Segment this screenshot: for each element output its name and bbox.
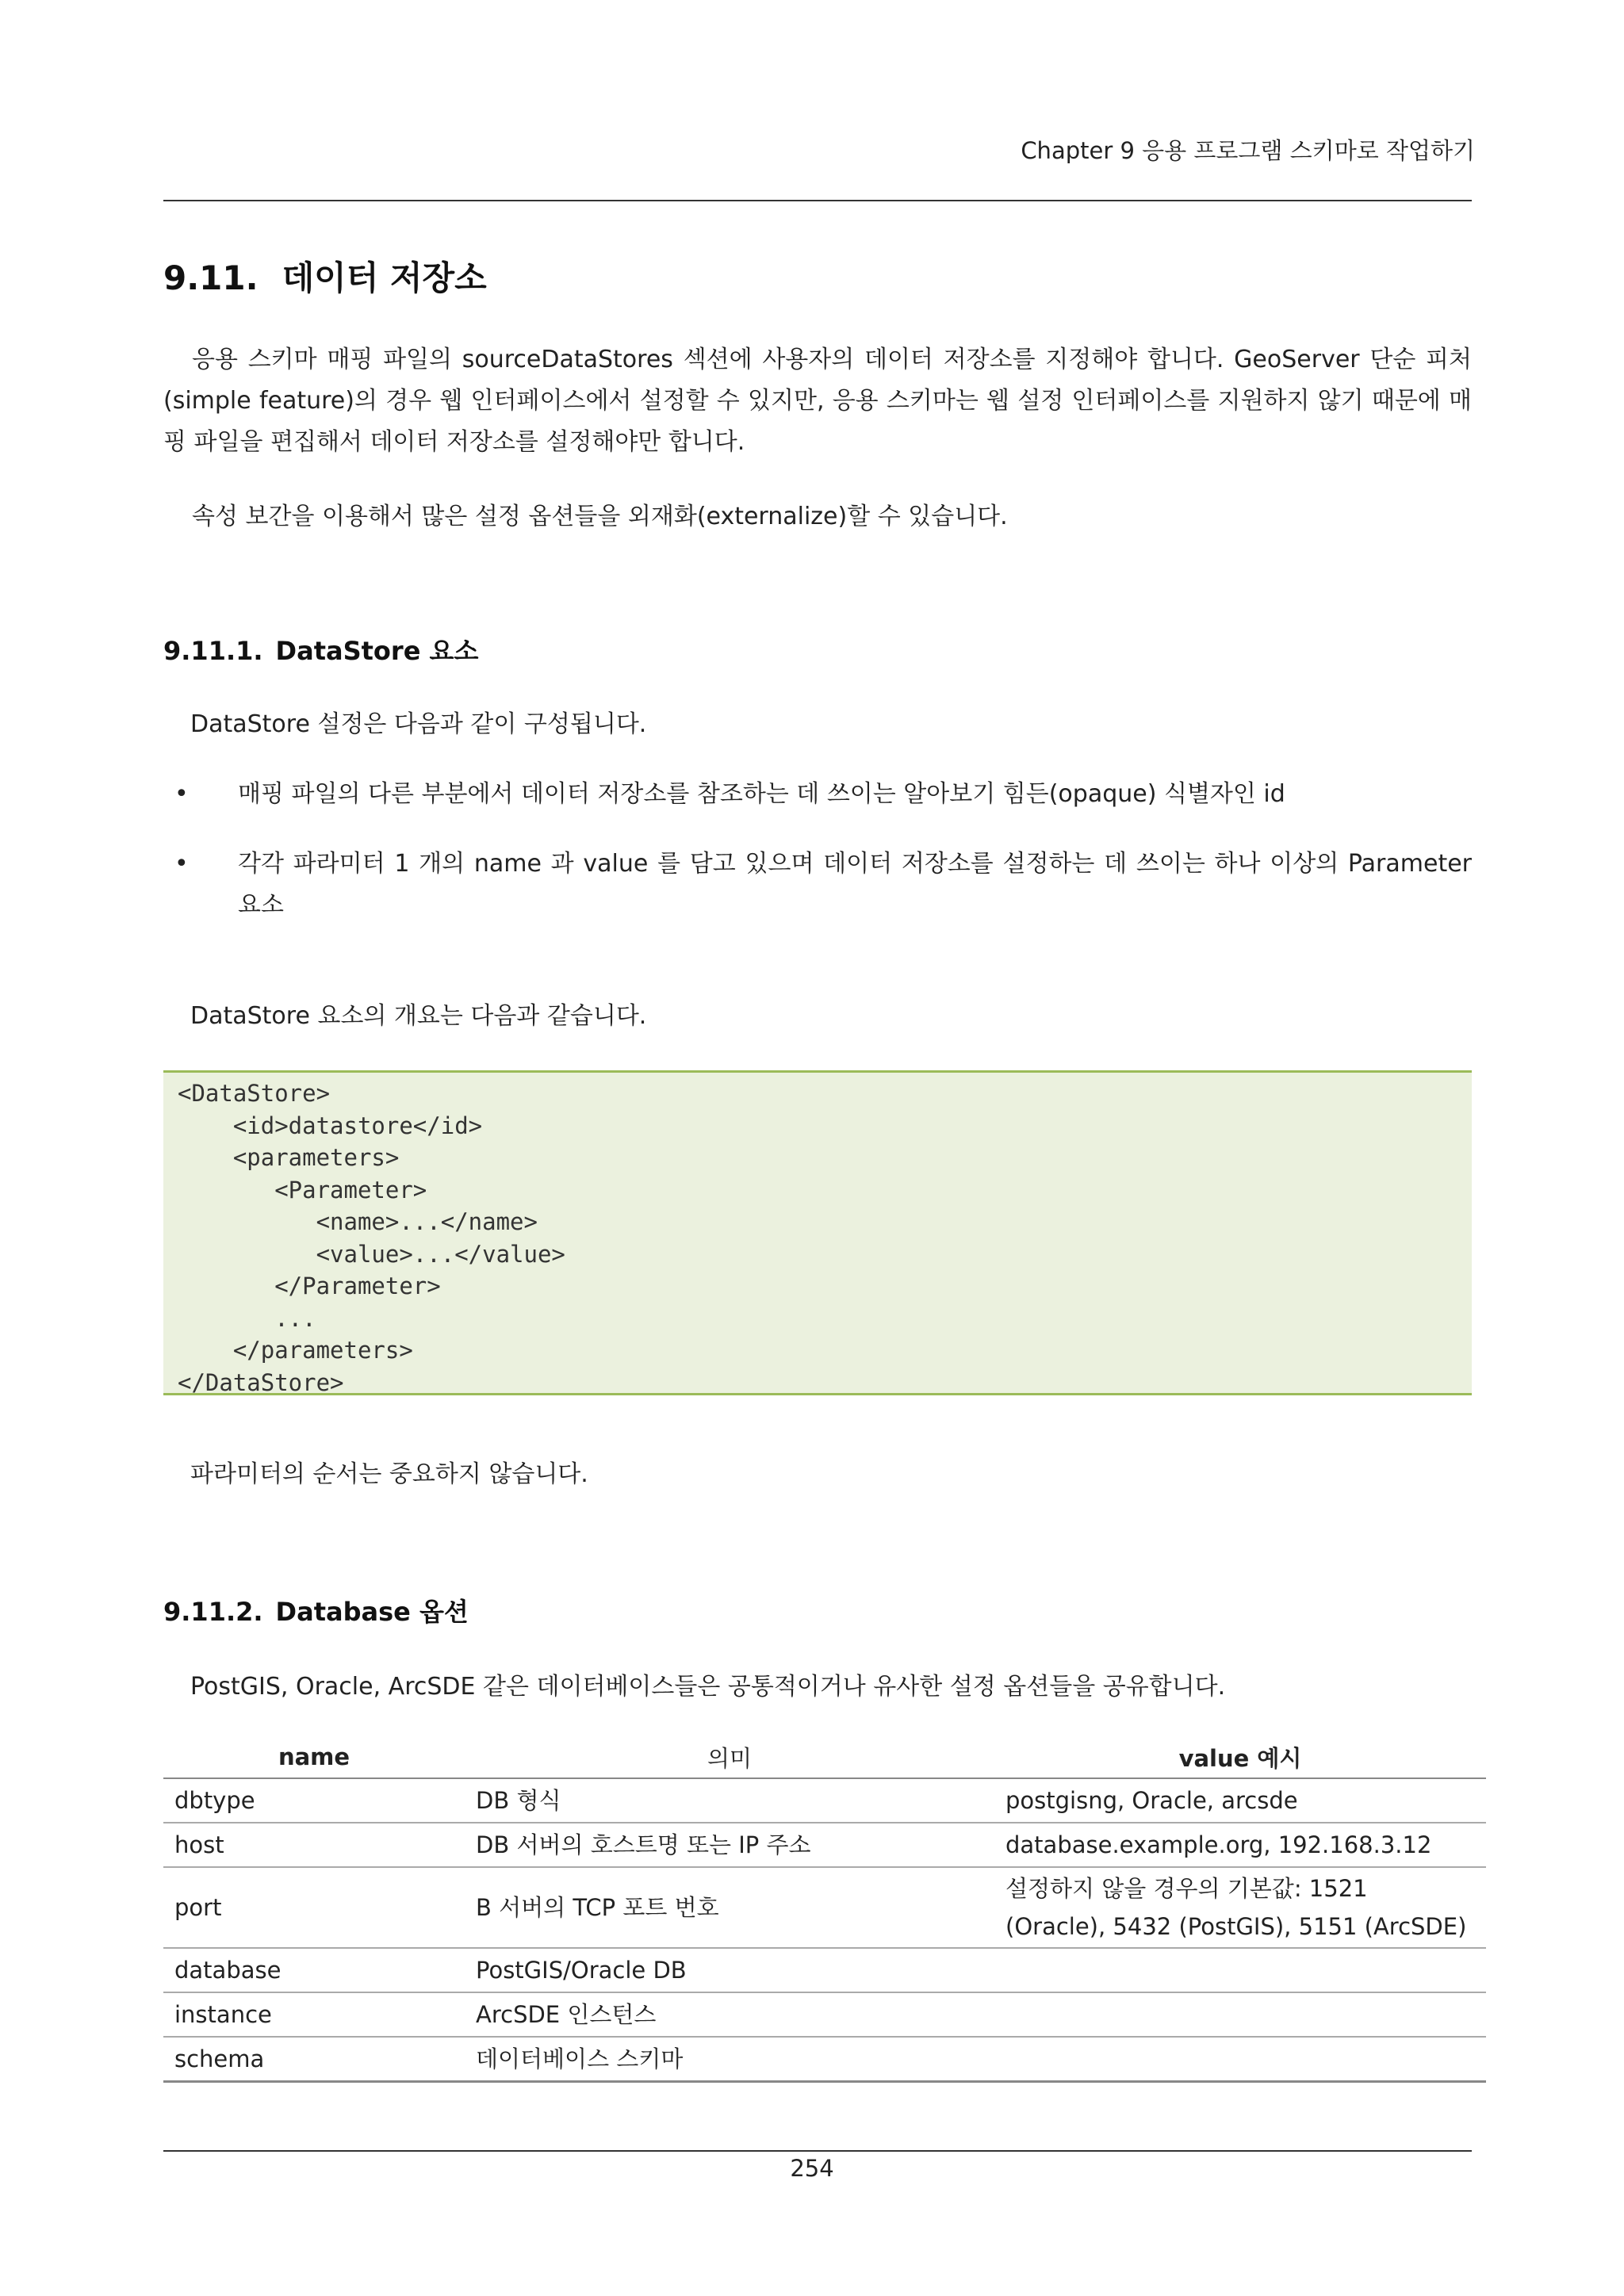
table-cell: port	[163, 1867, 465, 1948]
table-cell: database	[163, 1948, 465, 1992]
table-cell: PostGIS/Oracle DB	[465, 1948, 994, 1992]
column-header-meaning: 의미	[465, 1736, 994, 1778]
table-cell: host	[163, 1823, 465, 1867]
table-cell: postgisng, Oracle, arcsde	[994, 1778, 1486, 1823]
table-cell: 데이터베이스 스키마	[465, 2037, 994, 2082]
intro-paragraph-2: 속성 보간을 이용해서 많은 설정 옵션들을 외재화(externalize)할 수 있습니다.	[192, 503, 1008, 530]
table-cell: dbtype	[163, 1778, 465, 1823]
table-cell	[994, 1948, 1486, 1992]
datastore-bullet-list	[174, 774, 1472, 955]
table-cell: instance	[163, 1992, 465, 2037]
code-text: <DataStore> <id>datastore</id> <parameters> <Parameter> <name>...</name> <value>...</value> </Parameter> ... </parameters> </DataStore>	[178, 1080, 565, 1396]
section-title: 데이터 저장소	[282, 258, 487, 297]
table-row	[163, 1867, 1486, 1948]
section-heading	[163, 252, 487, 300]
subsection-title: DataStore 요소	[275, 636, 479, 666]
table-row	[163, 2037, 1486, 2082]
table-cell	[994, 2037, 1486, 2082]
table-header-row	[163, 1736, 1486, 1778]
column-header-value-example: value 예시	[994, 1736, 1486, 1778]
table-cell: B 서버의 TCP 포트 번호	[465, 1867, 994, 1948]
section-number: 9.11.	[163, 258, 259, 297]
table-cell: database.example.org, 192.168.3.12	[994, 1823, 1486, 1867]
intro-paragraph: 응용 스키마 매핑 파일의 sourceDataStores 섹션에 사용자의 데이터 저장소를 지정해야 합니다. GeoServer 단순 피처(simple feature)의 경우 웹 인터페이스에서 설정할 수 있지만, 응용 스키마는 웹 설정 인터페이스를 지원하지 않기 때문에 매핑 파일을 편집해서 데이터 저장소를 설정해야만 합니다.	[163, 346, 1472, 456]
database-options-table	[163, 1736, 1486, 2083]
datastore-outline-lead: DataStore 요소의 개요는 다음과 같습니다.	[190, 1002, 647, 1030]
footer-rule	[163, 2150, 1472, 2152]
subsection-number: 9.11.2.	[163, 1597, 263, 1627]
list-item: • 매핑 파일의 다른 부분에서 데이터 저장소를 참조하는 데 쓰이는 알아보기 힘든(opaque) 식별자인 id	[238, 774, 1472, 815]
table-cell: ArcSDE 인스턴스	[465, 1992, 994, 2037]
table-row	[163, 1778, 1486, 1823]
table-row	[163, 1823, 1486, 1867]
subsection-heading-database	[163, 1592, 469, 1628]
bullet-icon: •	[174, 780, 189, 808]
subsection-number: 9.11.1.	[163, 636, 263, 666]
subsection-heading-datastore	[163, 631, 478, 668]
table-row	[163, 1948, 1486, 1992]
subsection-title: Database 옵션	[275, 1597, 469, 1627]
table-row	[163, 1992, 1486, 2037]
table-cell: 설정하지 않을 경우의 기본값: 1521 (Oracle), 5432 (PostGIS), 5151 (ArcSDE)	[994, 1867, 1486, 1948]
code-block	[163, 1070, 1472, 1395]
list-item: • 각각 파라미터 1 개의 name 과 value 를 담고 있으며 데이터 저장소를 설정하는 데 쓰이는 하나 이상의 Parameter 요소	[238, 844, 1472, 926]
table-cell	[994, 1992, 1486, 2037]
column-header-name: name	[163, 1736, 465, 1778]
bullet-icon: •	[174, 850, 189, 878]
table-cell: DB 서버의 호스트명 또는 IP 주소	[465, 1823, 994, 1867]
table-cell: schema	[163, 2037, 465, 2082]
database-lead: PostGIS, Oracle, ArcSDE 같은 데이터베이스들은 공통적이거나 유사한 설정 옵션들을 공유합니다.	[190, 1673, 1226, 1701]
header-rule	[163, 200, 1472, 201]
table-cell: DB 형식	[465, 1778, 994, 1823]
running-header: Chapter 9 응용 프로그램 스키마로 작업하기	[1021, 137, 1475, 164]
parameter-order-note: 파라미터의 순서는 중요하지 않습니다.	[190, 1460, 588, 1488]
page-number: 254	[790, 2155, 834, 2182]
datastore-lead: DataStore 설정은 다음과 같이 구성됩니다.	[190, 710, 647, 738]
